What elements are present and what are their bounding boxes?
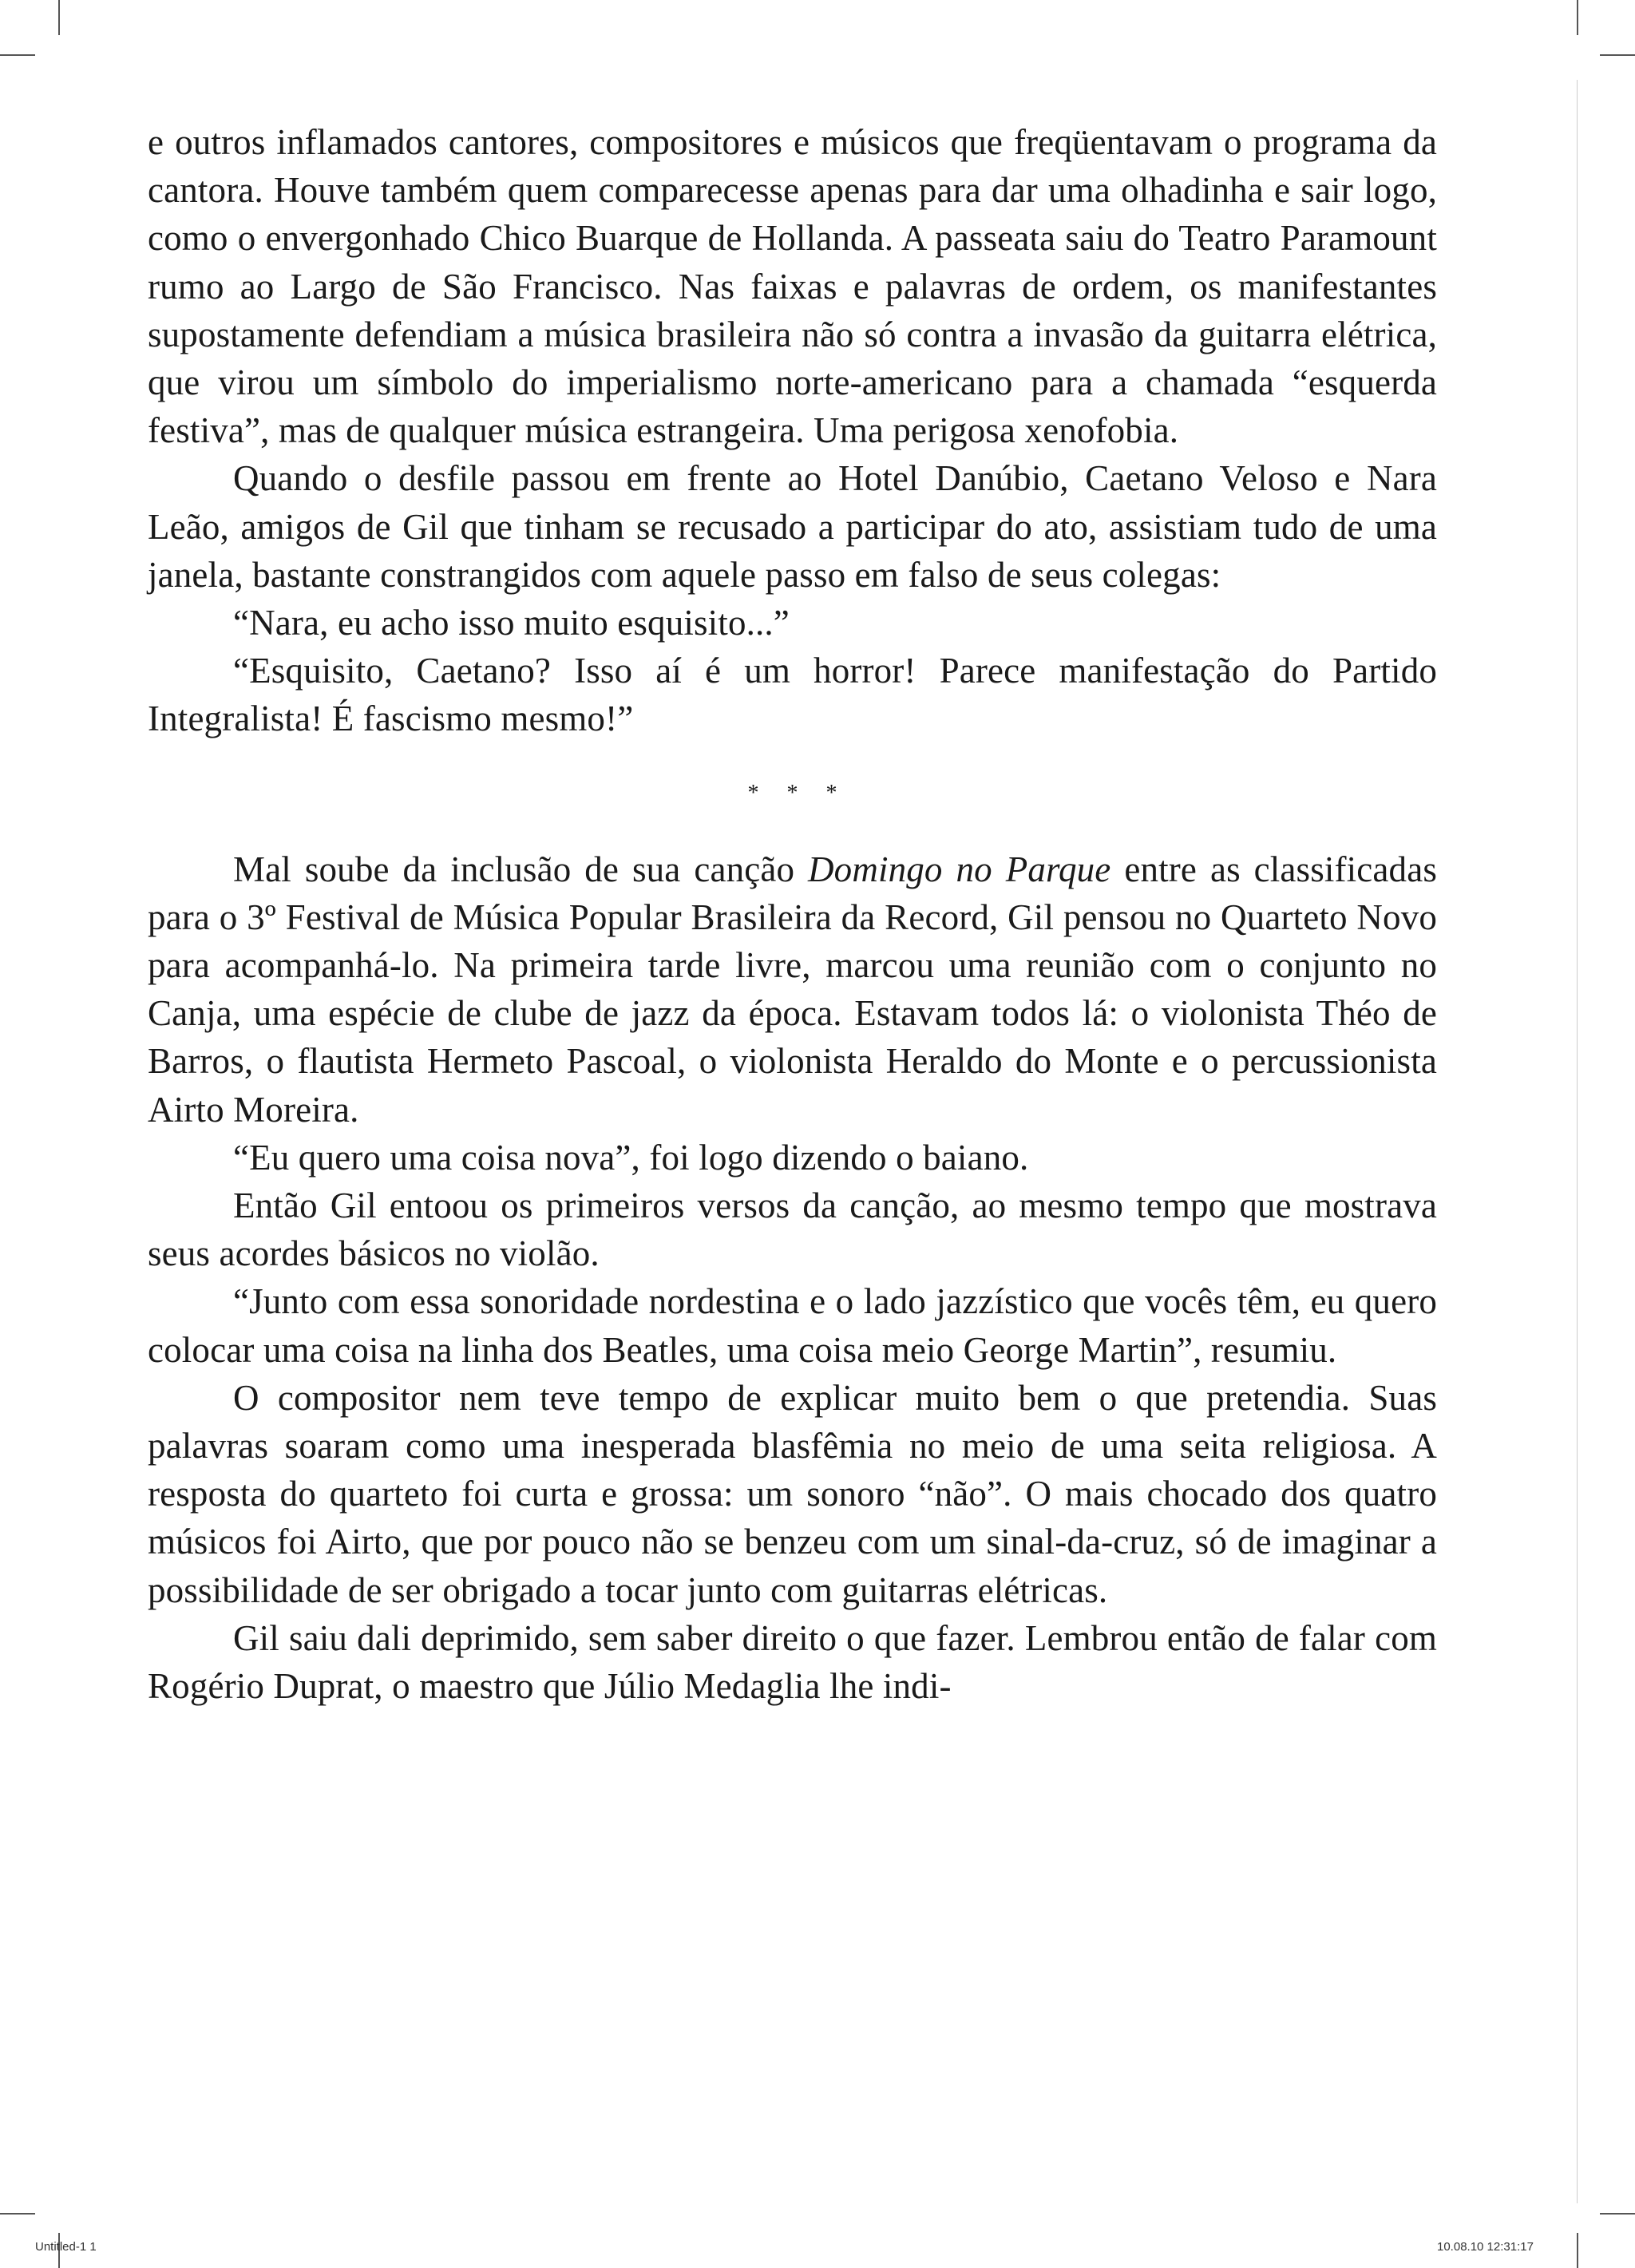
paragraph: Gil saiu dali deprimido, sem saber direito o que fazer. Lembrou então de falar com Rogério Duprat, o maestro que Júlio Medaglia lhe indi- bbox=[148, 1617, 1437, 1707]
crop-mark-top-left-vertical bbox=[58, 0, 60, 35]
paragraph bbox=[148, 845, 1437, 1134]
paragraph: “Eu quero uma coisa nova”, foi logo dizendo o baiano. bbox=[233, 1137, 1029, 1178]
crop-mark-bottom-left-horizontal bbox=[0, 2213, 35, 2215]
trim-line-right bbox=[1577, 80, 1578, 2203]
paragraph: “Nara, eu acho isso muito esquisito...” bbox=[233, 603, 790, 643]
paragraph-text: Mal soube da inclusão de sua canção bbox=[233, 849, 809, 889]
paragraphs-before-break bbox=[148, 118, 1437, 743]
paragraph: Então Gil entoou os primeiros versos da canção, ao mesmo tempo que mostrava seus acordes básicos no violão. bbox=[148, 1185, 1437, 1274]
paragraph: O compositor nem teve tempo de explicar muito bem o que pretendia. Suas palavras soaram como uma inesperada blasfêmia no meio de uma seita religiosa. A resposta do quarteto foi curta e grossa: um sonoro “não”. O mais chocado dos quatro músicos foi Airto, que por pouco não se benzeu com um sinal-da-cruz, só de imaginar a possibilidade de ser obrigado a tocar junto com guitarras elétricas. bbox=[148, 1377, 1437, 1610]
crop-mark-top-right-horizontal bbox=[1600, 54, 1635, 56]
crop-mark-bottom-right-horizontal bbox=[1600, 2213, 1635, 2215]
song-title: Domingo no Parque bbox=[808, 849, 1111, 889]
paragraph: e outros inflamados cantores, compositores e músicos que freqüentavam o programa da cantora. Houve também quem comparecesse apenas para dar uma olhadinha e sair logo, como o envergonhado Chico Buarque de Hollanda. A passeata saiu do Teatro Paramount rumo ao Largo de São Francisco. Nas faixas e palavras de ordem, os manifestantes supostamente defendiam a música brasileira não só contra a invasão da guitarra elétrica, que virou um símbolo do imperialismo norte-americano para a chamada “esquerda festiva”, mas de qualquer música estrangeira. Uma perigosa xenofobia. bbox=[148, 122, 1437, 451]
crop-mark-top-left-horizontal bbox=[0, 54, 35, 56]
paragraphs-after-break bbox=[148, 845, 1437, 1711]
paragraph: “Esquisito, Caetano? Isso aí é um horror! Parece manifestação do Partido Integralista! É fascismo mesmo!” bbox=[148, 651, 1437, 739]
paragraph: Quando o desfile passou em frente ao Hotel Danúbio, Caetano Veloso e Nara Leão, amigos de Gil que tinham se recusado a participar do ato, assistiam tudo de uma janela, bastante constrangidos com aquele passo em falso de seus colegas: bbox=[148, 458, 1437, 595]
paragraph: “Junto com essa sonoridade nordestina e o lado jazzístico que vocês têm, eu quero colocar uma coisa na linha dos Beatles, uma coisa meio George Martin”, resumiu. bbox=[148, 1281, 1437, 1370]
crop-mark-top-right-vertical bbox=[1577, 0, 1578, 35]
page-body-text bbox=[148, 118, 1437, 1710]
section-break: * * * bbox=[747, 780, 849, 805]
footer-file-label: Untitled-1 1 bbox=[35, 2240, 97, 2254]
crop-mark-bottom-right-vertical bbox=[1577, 2233, 1578, 2268]
footer-timestamp: 10.08.10 12:31:17 bbox=[1437, 2240, 1534, 2254]
paragraph-text: entre as classificadas para o 3º Festival de Música Popular Brasileira da Record, Gil pensou no Quarteto Novo para acompanhá-lo. Na primeira tarde livre, marcou uma reunião com o conjunto no Canja, uma espécie de clube de jazz da época. Estavam todos lá: o violonista Théo de Barros, o flautista Hermeto Pascoal, o violonista Heraldo do Monte e o percussionista Airto Moreira. bbox=[148, 849, 1437, 1130]
